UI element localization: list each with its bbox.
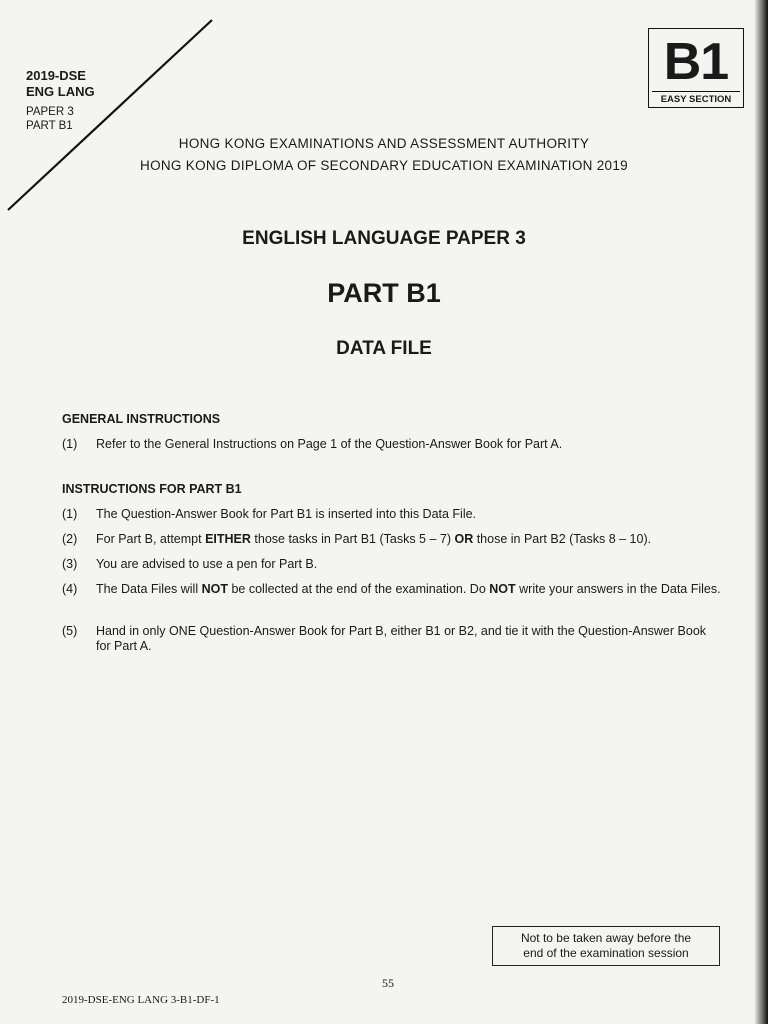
instruction-number: (4) (62, 582, 78, 596)
emphasis-not: NOT (489, 582, 516, 596)
instruction-text-start: For Part B, attempt (96, 532, 206, 546)
instruction-text: Refer to the General Instructions on Page 1 of the Question-Answer Book for Part A. (96, 437, 563, 451)
notice-box (492, 926, 720, 966)
instruction-text-middle: those tasks in Part B1 (Tasks 5 – 7) (250, 532, 455, 546)
part-instruction-2 (62, 532, 722, 547)
scan-edge-shadow (754, 0, 768, 1024)
instruction-number: (2) (62, 532, 78, 546)
general-instructions-heading: GENERAL INSTRUCTIONS (62, 412, 221, 426)
instruction-text (96, 532, 722, 547)
instruction-text: Hand in only ONE Question-Answer Book for Part B, either B1 or B2, and tie it with the Question-Answer Book for Part A. (96, 624, 707, 653)
instruction-text-middle: be collected at the end of the examination. Do (227, 582, 490, 596)
instruction-number: (1) (62, 507, 78, 521)
general-instruction-1 (62, 437, 722, 452)
part-instruction-4 (62, 582, 722, 597)
badge-label: EASY SECTION (652, 91, 740, 105)
corner-subject: ENG LANG (26, 84, 95, 99)
instruction-number: (3) (62, 557, 78, 571)
part-instruction-1 (62, 507, 722, 522)
part-instruction-3 (62, 557, 722, 572)
part-title: PART B1 (327, 278, 441, 308)
notice-line-2: end of the examination session (523, 946, 689, 960)
authority-name: HONG KONG EXAMINATIONS AND ASSESSMENT AUTHORITY (178, 136, 590, 151)
instruction-text: The Question-Answer Book for Part B1 is inserted into this Data File. (96, 507, 477, 521)
instruction-text-end: write your answers in the Data Files. (515, 582, 721, 596)
instruction-text (96, 582, 722, 597)
part-instruction-5 (62, 624, 722, 654)
corner-label (26, 68, 95, 133)
paper-title: ENGLISH LANGUAGE PAPER 3 (242, 228, 526, 249)
examination-name: HONG KONG DIPLOMA OF SECONDARY EDUCATION EXAMINATION 2019 (140, 158, 628, 173)
corner-part: PART B1 (26, 120, 73, 132)
data-file-title: DATA FILE (336, 338, 432, 359)
instruction-number: (1) (62, 437, 78, 451)
emphasis-either: EITHER (205, 532, 251, 546)
emphasis-not: NOT (201, 582, 228, 596)
notice-line-1: Not to be taken away before the (520, 931, 692, 945)
instruction-number: (5) (62, 624, 78, 638)
footer-code: 2019-DSE-ENG LANG 3-B1-DF-1 (62, 994, 220, 1006)
corner-paper: PAPER 3 (26, 106, 74, 118)
emphasis-or: OR (454, 532, 474, 546)
part-instructions-heading: INSTRUCTIONS FOR PART B1 (62, 482, 242, 496)
page-number: 55 (382, 976, 394, 990)
instruction-text: You are advised to use a pen for Part B. (96, 557, 318, 571)
section-badge (648, 28, 744, 108)
badge-code: B1 (663, 33, 729, 91)
instruction-text-start: The Data Files will (96, 582, 202, 596)
corner-year: 2019-DSE (26, 68, 86, 83)
instruction-text-end: those in Part B2 (Tasks 8 – 10). (473, 532, 652, 546)
